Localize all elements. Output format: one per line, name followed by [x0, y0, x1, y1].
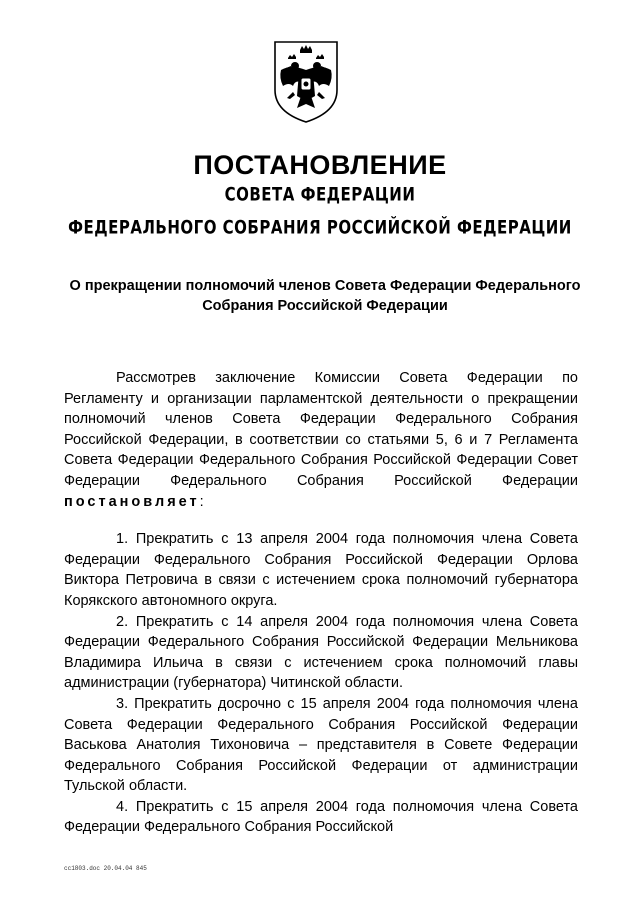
issuer-line-2: ФЕДЕРАЛЬНОГО СОБРАНИЯ РОССИЙСКОЙ ФЕДЕРАЦИИ [68, 215, 572, 239]
preamble [64, 368, 578, 512]
document-subject: О прекращении полномочий членов Совета Федерации Федерального Собрания Российской Федерации [69, 278, 581, 314]
russian-coat-of-arms-icon [271, 40, 341, 124]
file-reference: сс1803.doc 20.04.04 845 [64, 865, 147, 872]
document-body [64, 368, 578, 838]
resolution-item-2: 2. Прекратить с 14 апреля 2004 года полномочия члена Совета Федерации Федерального Собрания Российской Федерации Мельникова Владимира Ильича в связи с истечением срока полномочий главы администрации (губернатора) Читинской области. [64, 613, 578, 692]
resolution-item-4: 4. Прекратить с 15 апреля 2004 года полномочия члена Совета Федерации Федерального Собрания Российской [64, 798, 578, 836]
preamble-colon: : [199, 493, 204, 510]
resolution-item-3: 3. Прекратить досрочно с 15 апреля 2004 года полномочия члена Совета Федерации Федерального Собрания Российской Федерации Васькова Анатолия Тихоновича – представителя в Совете Федерации Федерального Собрания Российской Федерации от администрации Тульской области. [64, 695, 578, 795]
issuer-line-1: СОВЕТА ФЕДЕРАЦИИ [224, 182, 416, 206]
resolution-item-1: 1. Прекратить с 13 апреля 2004 года полномочия члена Совета Федерации Федерального Собрания Российской Федерации Орлова Виктора Петровича в связи с истечением срока полномочий губернатора Корякского автономного округа. [64, 531, 578, 609]
resolves-word: постановляет [64, 493, 200, 510]
preamble-text: Рассмотрев заключение Комиссии Совета Федерации по Регламенту и организации парламентской деятельности о прекращении полномочий членов Совета Федерации Федерального Собрания Российской Федерации, в соответствии со статьями 5, 6 и 7 Регламента Совета Федерации Федерального Собрания Российской Федерации Совет Федерации Федерального Собрания Российской Федерации [64, 370, 578, 489]
document-title: ПОСТАНОВЛЕНИЕ [193, 150, 447, 180]
